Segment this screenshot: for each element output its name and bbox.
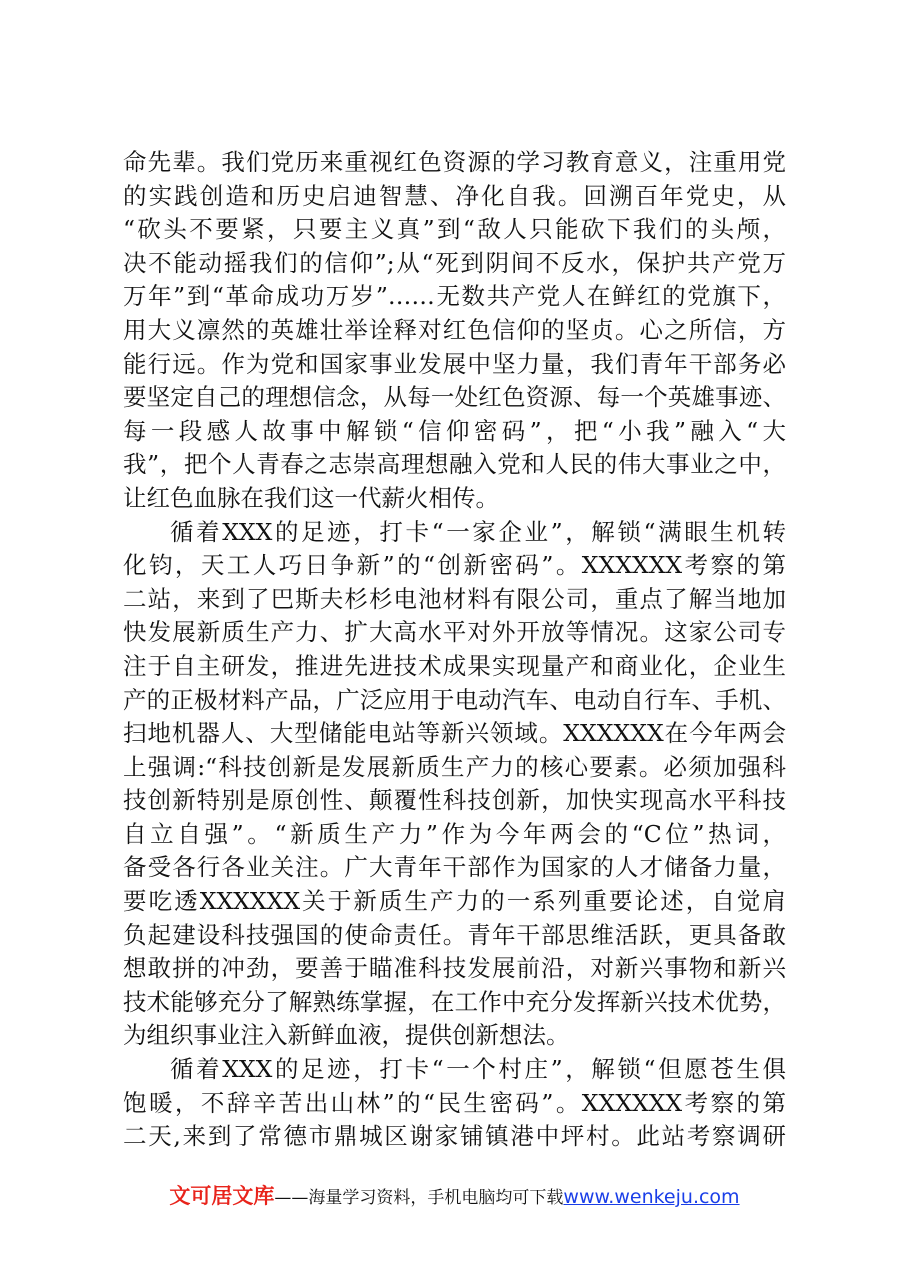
- text-line: 技术能够充分了解熟练掌握，在工作中充分发挥新兴技术优势，: [123, 987, 786, 1016]
- website-link[interactable]: www.wenkeju.com: [563, 1186, 740, 1208]
- text-line: 上强调:“科技创新是发展新质生产力的核心要素。必须加强科: [123, 752, 786, 781]
- text-line: 我”，把个人青春之志崇高理想融入党和人民的伟大事业之中，: [123, 450, 786, 479]
- footer-slogan: ——海量学习资料，手机电脑均可下载: [274, 1188, 564, 1208]
- text-line: 注于自主研发，推进先进技术成果实现量产和商业化，企业生: [123, 651, 786, 680]
- text-line: 备受各行各业关注。广大青年干部作为国家的人才储备力量，: [123, 853, 786, 882]
- text-line: 让红色血脉在我们这一代薪火相传。: [123, 483, 499, 512]
- paragraph-first-line: 循着XXX的足迹，打卡“一家企业”，解锁“满眼生机转: [170, 517, 786, 546]
- paragraph-first-line: 循着XXX的足迹，打卡“一个村庄”，解锁“但愿苍生俱: [170, 1055, 786, 1084]
- text-line: 能行远。作为党和国家事业发展中坚力量，我们青年干部务必: [123, 349, 786, 378]
- text-line: 二天,来到了常德市鼎城区谢家铺镇港中坪村。此站考察调研: [123, 1122, 786, 1151]
- text-line: 技创新特别是原创性、颠覆性科技创新，加快实现高水平科技: [123, 786, 786, 815]
- text-line: 化钧，天工人巧日争新”的“创新密码”。XXXXXX考察的第: [123, 551, 786, 580]
- text-line: 自立自强”。“新质生产力”作为今年两会的“C位”热词，: [123, 819, 786, 848]
- text-line: 负起建设科技强国的使命责任。青年干部思维活跃，更具备敢: [123, 920, 786, 949]
- text-line: 决不能动摇我们的信仰”;从“死到阴间不反水，保护共产党万: [123, 248, 786, 277]
- text-line: 要吃透XXXXXX关于新质生产力的一系列重要论述，自觉肩: [123, 887, 786, 916]
- text-line: 为组织事业注入新鲜血液，提供创新想法。: [123, 1021, 570, 1050]
- text-line: 扫地机器人、大型储能电站等新兴领域。XXXXXX在今年两会: [123, 719, 786, 748]
- text-line: 快发展新质生产力、扩大高水平对外开放等情况。这家公司专: [123, 618, 786, 647]
- text-line: 命先辈。我们党历来重视红色资源的学习教育意义，注重用党: [123, 148, 786, 176]
- text-line: 产的正极材料产品，广泛应用于电动汽车、电动自行车、手机、: [123, 685, 786, 714]
- text-line: 万年”到“革命成功万岁”……无数共产党人在鲜红的党旗下，: [123, 282, 786, 311]
- text-line: 的实践创造和历史启迪智慧、净化自我。回溯百年党史，从: [123, 181, 786, 210]
- text-line: 二站，来到了巴斯夫杉杉电池材料有限公司，重点了解当地加: [123, 584, 786, 613]
- text-line: 饱暖，不辞辛苦出山林”的“民生密码”。XXXXXX考察的第: [123, 1088, 786, 1117]
- brand-name: 文可居文库: [169, 1184, 275, 1208]
- text-line: 要坚定自己的理想信念，从每一处红色资源、每一个英雄事迹、: [123, 383, 786, 412]
- text-line: 每一段感人故事中解锁“信仰密码”，把“小我”融入“大: [123, 416, 786, 445]
- body-text: [123, 146, 786, 1154]
- footer-banner: [0, 1182, 909, 1212]
- text-line: 用大义凛然的英雄壮举诠释对红色信仰的坚贞。心之所信，方: [123, 315, 786, 344]
- text-line: “砍头不要紧，只要主义真”到“敌人只能砍下我们的头颅，: [123, 215, 786, 244]
- text-line: 想敢拼的冲劲，要善于瞄准科技发展前沿，对新兴事物和新兴: [123, 954, 786, 983]
